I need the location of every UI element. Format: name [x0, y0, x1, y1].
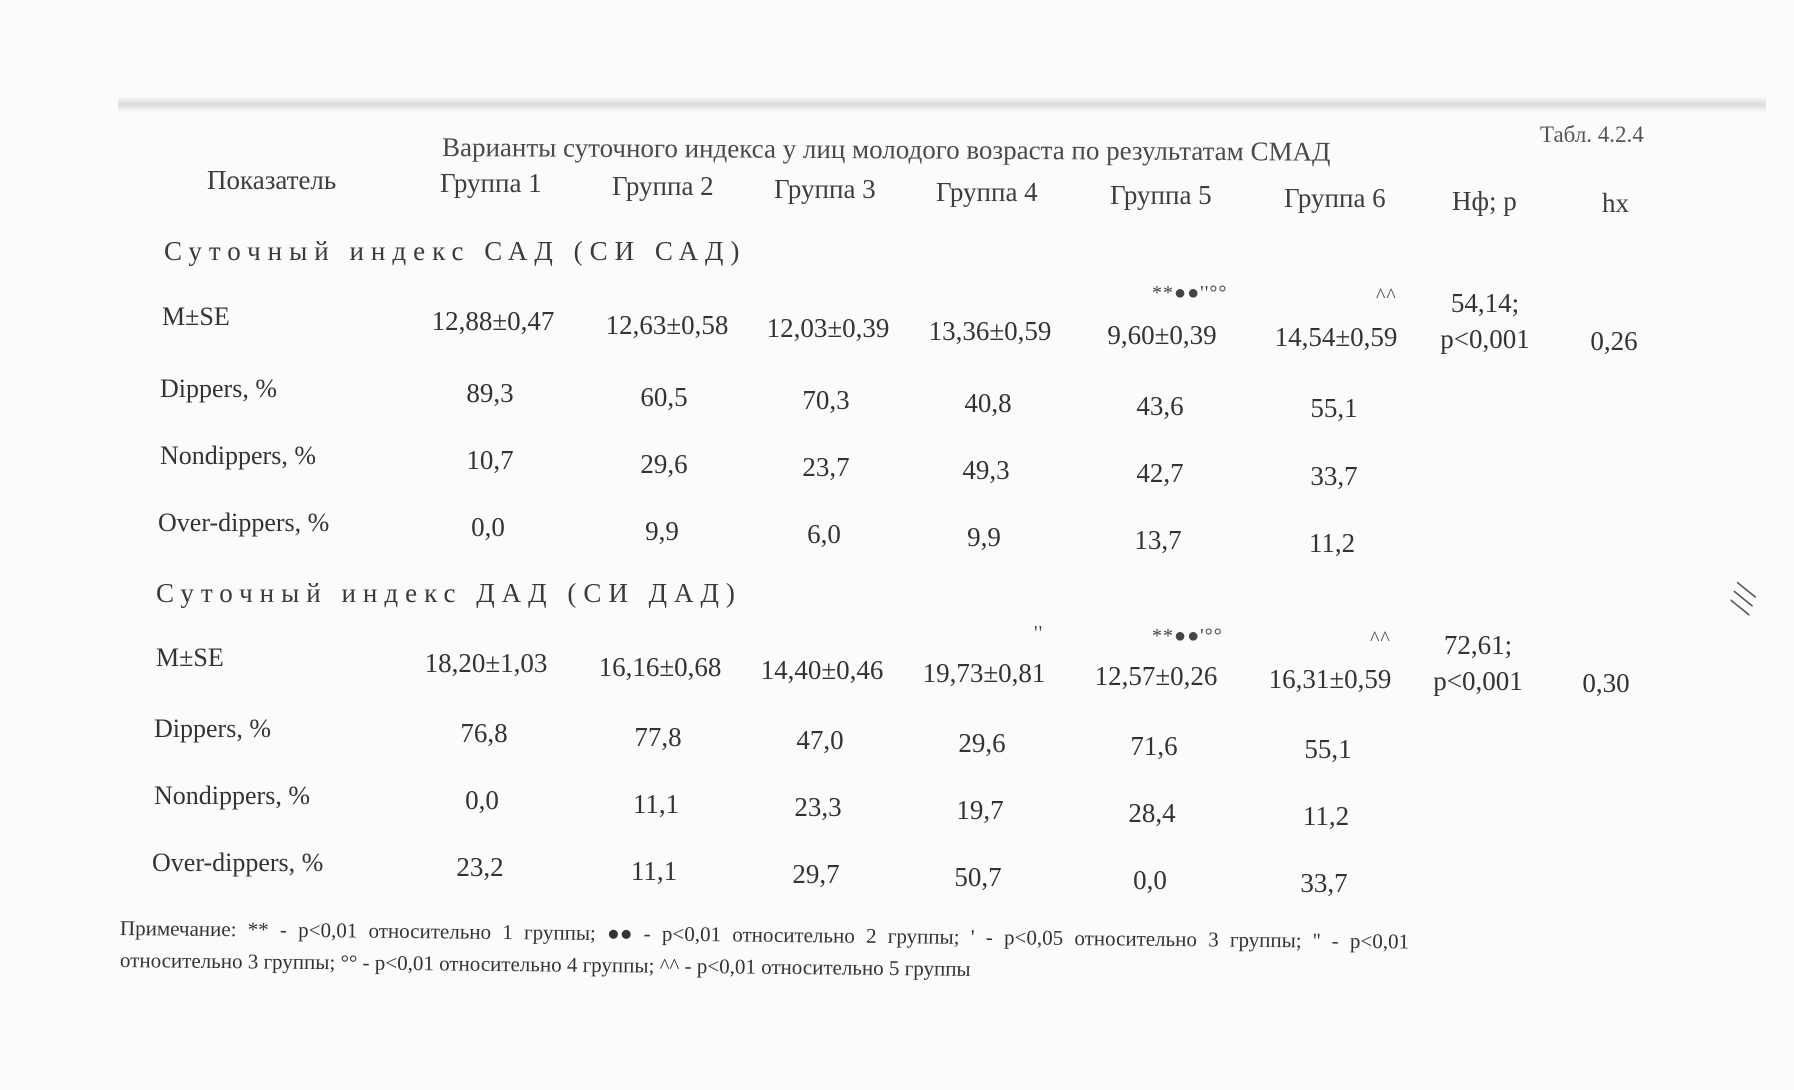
table-cell: 23,3 — [794, 792, 842, 822]
table-cell: 47,0 — [796, 725, 844, 755]
table-number: Табл. 4.2.4 — [1540, 122, 1644, 147]
table-cell: 11,1 — [632, 789, 680, 819]
row-label: Nondippers, % — [154, 781, 310, 810]
table-cell: 40,8 — [964, 388, 1012, 418]
table-cell: 9,60±0,39 — [1107, 320, 1217, 350]
significance-mark: **●●'°° — [1152, 625, 1223, 647]
table-cell: 19,7 — [956, 795, 1004, 825]
table-cell: 12,63±0,58 — [605, 310, 729, 340]
table-cell: 0,0 — [465, 785, 499, 815]
header-group-2: Группа 2 — [612, 171, 714, 201]
significance-mark: ^^ — [1376, 285, 1397, 307]
row-label: Dippers, % — [160, 374, 277, 403]
table-cell: 23,2 — [456, 852, 504, 882]
table-cell: 33,7 — [1300, 868, 1348, 898]
table-cell: 11,1 — [630, 856, 678, 886]
table-cell: 55,1 — [1304, 734, 1352, 764]
table-cell: 10,7 — [466, 445, 514, 475]
table-note-line-1: Примечание: ** - p<0,01 относительно 1 группы; ●● - p<0,01 относительно 2 группы; ' - p<0,05 относительно 3 группы; '' - p<0,01 — [119, 916, 1410, 954]
header-group-4: Группа 4 — [936, 177, 1038, 207]
row-label: Over-dippers, % — [152, 848, 324, 877]
header-group-5: Группа 5 — [1110, 180, 1212, 210]
table-cell: 42,7 — [1136, 458, 1184, 488]
table-cell: 49,3 — [962, 455, 1010, 485]
significance-mark: '' — [1034, 622, 1044, 644]
table-cell: 9,9 — [645, 516, 679, 546]
table-cell: 76,8 — [460, 718, 508, 748]
table-cell: 16,31±0,59 — [1268, 664, 1392, 694]
table-cell: 12,57±0,26 — [1094, 661, 1218, 691]
table-cell: 55,1 — [1310, 393, 1358, 423]
table-cell: 16,16±0,68 — [598, 652, 722, 682]
row-label: Nondippers, % — [160, 441, 316, 470]
scan-shadow — [118, 98, 1766, 112]
table-cell: 29,6 — [958, 728, 1006, 758]
table-cell: 11,2 — [1308, 528, 1356, 558]
table-cell: 9,9 — [967, 522, 1001, 552]
row-label: M±SE — [162, 302, 230, 331]
table-cell: 12,03±0,39 — [766, 313, 890, 343]
section-title-dad: Суточный индекс ДАД (СИ ДАД) — [156, 578, 742, 608]
table-cell: 77,8 — [634, 722, 682, 752]
row-label: M±SE — [156, 643, 224, 672]
table-cell: 60,5 — [640, 382, 688, 412]
table-cell: 11,2 — [1302, 801, 1350, 831]
table-cell: 13,7 — [1134, 525, 1182, 555]
table-cell: 71,6 — [1130, 731, 1178, 761]
header-indicator: Показатель — [207, 165, 337, 195]
significance-mark: **●●''°° — [1152, 282, 1228, 304]
table-cell: 33,7 — [1310, 461, 1358, 491]
table-cell: 23,7 — [802, 452, 850, 482]
hf-value: 54,14; — [1450, 288, 1520, 318]
hx-value: 0,26 — [1590, 326, 1638, 356]
header-hx: hx — [1602, 188, 1629, 218]
table-cell: 6,0 — [807, 519, 841, 549]
table-cell: 0,0 — [471, 512, 505, 542]
table-title: Варианты суточного индекса у лиц молодого возраста по результатам СМАД — [441, 132, 1331, 167]
table-cell: 13,36±0,59 — [928, 316, 1052, 346]
hf-p-value: p<0,001 — [1433, 666, 1523, 696]
table-cell: 50,7 — [954, 862, 1002, 892]
row-label: Over-dippers, % — [158, 508, 330, 537]
header-group-6: Группа 6 — [1284, 183, 1386, 213]
table-cell: 29,6 — [640, 449, 688, 479]
hf-p-value: p<0,001 — [1440, 324, 1530, 354]
table-cell: 0,0 — [1133, 865, 1167, 895]
hf-value: 72,61; — [1443, 630, 1513, 660]
table-cell: 43,6 — [1136, 391, 1184, 421]
hx-value: 0,30 — [1582, 668, 1630, 698]
table-cell: 14,40±0,46 — [760, 655, 884, 685]
significance-mark: ^^ — [1370, 628, 1391, 650]
table-cell: 19,73±0,81 — [922, 658, 1046, 688]
header-group-1: Группа 1 — [440, 168, 542, 198]
table-cell: 89,3 — [466, 378, 514, 408]
table-cell: 12,88±0,47 — [431, 306, 555, 336]
table-cell: 18,20±1,03 — [424, 648, 548, 678]
section-title-sad: Суточный индекс САД (СИ САД) — [164, 236, 747, 266]
table-cell: 70,3 — [802, 385, 850, 415]
table-cell: 28,4 — [1128, 798, 1176, 828]
table-note-line-2: относительно 3 группы; °° - p<0,01 относительно 4 группы; ^^ - p<0,01 относительно 5 группы — [119, 948, 971, 981]
table-cell: 14,54±0,59 — [1274, 322, 1398, 352]
margin-pencil-mark: /// — [1721, 579, 1766, 619]
row-label: Dippers, % — [154, 714, 271, 743]
header-group-3: Группа 3 — [774, 174, 876, 204]
table-cell: 29,7 — [792, 859, 840, 889]
header-hf-p: Hф; p — [1452, 186, 1517, 216]
